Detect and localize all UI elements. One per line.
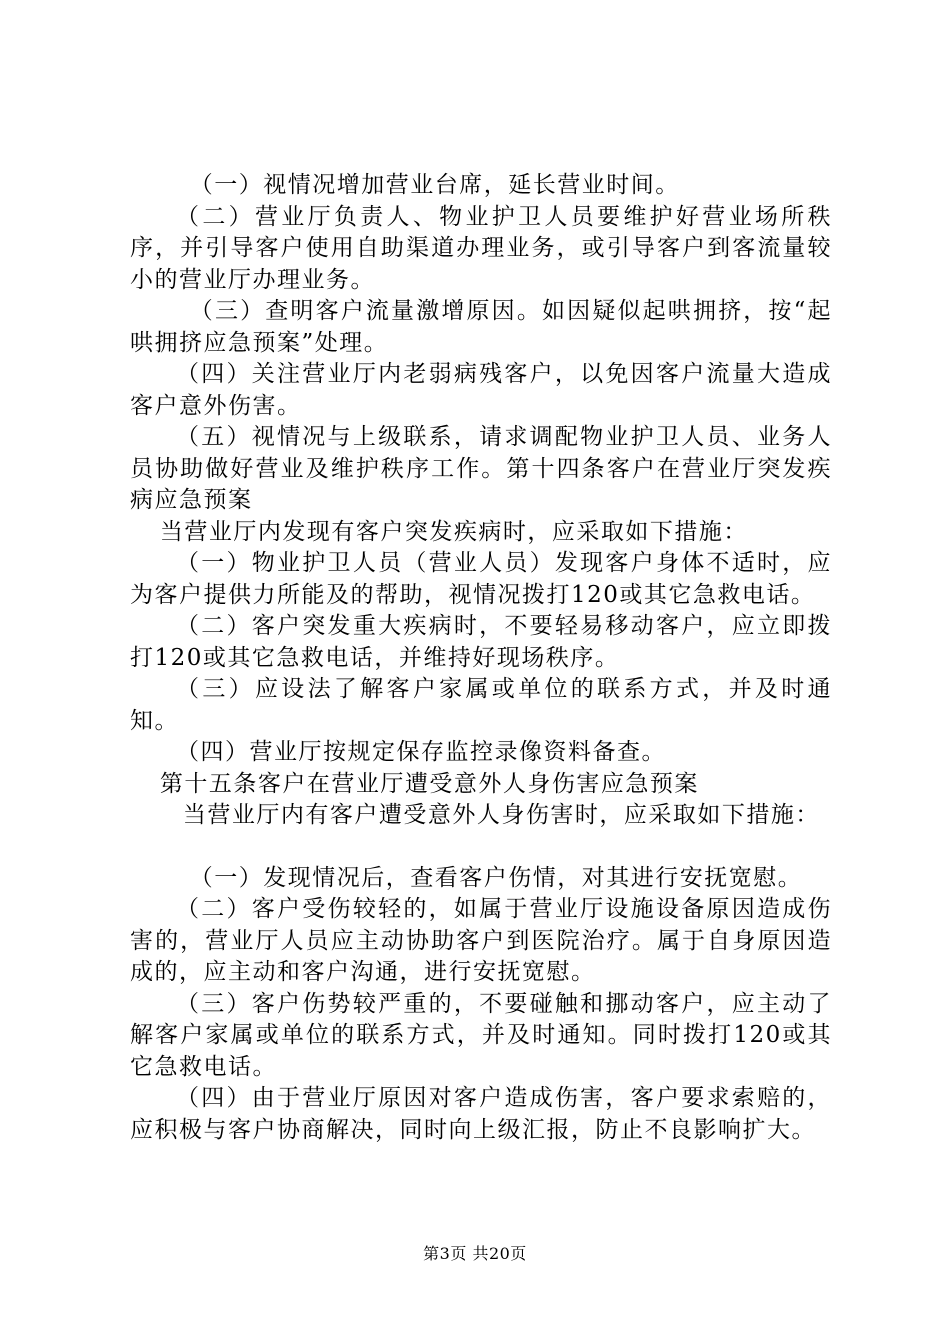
paragraph: 当营业厅内有客户遭受意外人身伤害时，应采取如下措施：	[182, 802, 820, 828]
paragraph: 当营业厅内发现有客户突发疾病时，应采取如下措施：	[159, 518, 748, 545]
paragraph: （二）客户突发重大疾病时，不要轻易移动客户，应立即拨打120或其它急救电话，并维持好现场秩序。	[130, 613, 832, 671]
document-body	[130, 170, 832, 1146]
paragraph: （一）物业护卫人员（营业人员）发现客户身体不适时，应为客户提供力所能及的帮助，视情况拨打120或其它急救电话。	[130, 550, 832, 608]
section-heading: 第十五条客户在营业厅遭受意外人身伤害应急预案	[159, 770, 699, 797]
paragraph: （四）营业厅按规定保存监控录像资料备查。	[176, 739, 666, 765]
paragraph: （二）营业厅负责人、物业护卫人员要维护好营业场所秩序，并引导客户使用自助渠道办理业务，或引导客户到客流量较小的营业厅办理业务。	[130, 203, 832, 293]
paragraph: （三）应设法了解客户家属或单位的联系方式，并及时通知。	[130, 676, 832, 734]
paragraph: （一）发现情况后，查看客户伤情，对其进行安抚宽慰。	[189, 864, 803, 891]
paragraph: （四）关注营业厅内老弱病残客户，以免因客户流量大造成客户意外伤害。	[130, 361, 832, 419]
paragraph: （二）客户受伤较轻的，如属于营业厅设施设备原因造成伤害的，营业厅人员应主动协助客户到医院治疗。属于自身原因造成的，应主动和客户沟通，进行安抚宽慰。	[130, 896, 832, 985]
paragraph: （一）视情况增加营业台席，延长营业时间。	[189, 172, 680, 198]
paragraph: （四）由于营业厅原因对客户造成伤害，客户要求索赔的，应积极与客户协商解决，同时向上级汇报，防止不良影响扩大。	[130, 1085, 832, 1143]
page-number: 第3页 共20页	[423, 1244, 527, 1263]
paragraph: （五）视情况与上级联系，请求调配物业护卫人员、业务人员协助做好营业及维护秩序工作。第十四条客户在营业厅突发疾病应急预案	[130, 424, 832, 513]
paragraph: （三）查明客户流量激增原因。如因疑似起哄拥挤，按“起哄拥挤应急预案”处理。	[130, 298, 832, 356]
blank-line	[130, 832, 832, 863]
paragraph: （三）客户伤势较严重的，不要碰触和挪动客户，应主动了解客户家属或单位的联系方式，并及时通知。同时拨打120或其它急救电话。	[130, 990, 832, 1080]
